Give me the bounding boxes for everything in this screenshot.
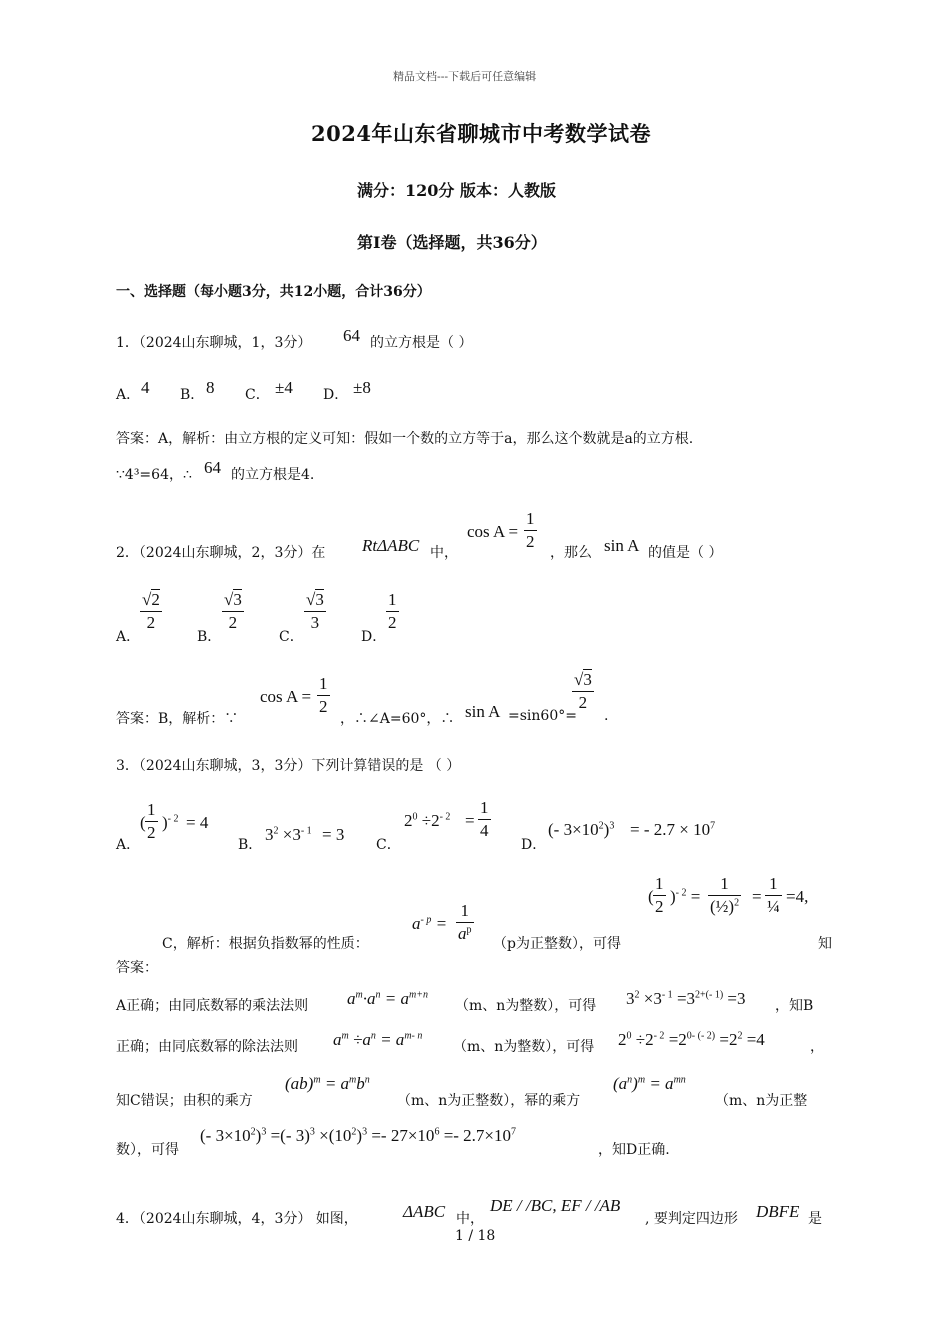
q1-label-c: C． — [245, 387, 270, 403]
q3-line-b-calc: $2^0 \div 2^{- 2} =2^{0- (- 2)} =2^2 =4$ — [618, 1030, 765, 1049]
q1-label-a: A． — [116, 387, 141, 403]
q3-a-num: 1 — [147, 800, 156, 819]
q1-option-b: 8 — [206, 378, 215, 397]
exam-title: 2024年山东省聊城市中考数学试卷 — [311, 121, 651, 146]
q3-calc-frac2 — [708, 874, 741, 917]
q1-suffix: 的立方根是（ ） — [370, 335, 473, 351]
q4-condition: DE / /BC, EF / /AB — [490, 1196, 621, 1215]
q2-answer-c: =sin60°= — [508, 708, 577, 724]
q3-answer-c2: （p为正整数），可得 — [493, 936, 621, 952]
q1-answer-line2a: ∵4³=64，∴ — [116, 467, 192, 483]
q3-calc-half-den: 2 — [655, 897, 664, 916]
q2-d-num: 1 — [388, 590, 397, 609]
q3-answer-c: C，解析：根据负指数幂的性质： — [162, 936, 369, 952]
q1-answer-line1: 答案：A，解析：由立方根的定义可知：假如一个数的立方等于a，那么这个数就是a的立方根. — [116, 431, 694, 447]
q3-calc-eq: = — [752, 887, 762, 906]
q3-label-d: D． — [521, 837, 547, 853]
q3-neg-exp-den: $a^p$ — [458, 924, 472, 943]
q3-div-rule: $a^m \div a^n = a^{m- n}$ — [333, 1030, 423, 1049]
q3-a-paren: ( — [140, 813, 146, 832]
q2-answer-sqrt-num: 3 — [583, 670, 592, 689]
q2-suffix: 的值是（ ） — [648, 545, 723, 561]
q3-line-a1: A正确；由同底数幂的乘法法则 — [116, 998, 309, 1014]
q2-option-b — [222, 590, 244, 633]
q3-b-result: = 3 — [322, 825, 345, 844]
q1-option-c: ±4 — [275, 378, 293, 397]
q3-c-expr: $2^0 \div 2^{- 2}$ — [404, 811, 451, 830]
q2-answer-sqrt3-over-2 — [572, 670, 594, 713]
q2-answer-half — [317, 674, 330, 717]
q4-quad: DBFE — [756, 1202, 800, 1221]
q3-a-expr: )$^{- 2}$ — [162, 813, 179, 832]
q4-mid2: , 要判定四边形 — [645, 1211, 738, 1227]
q3-line-a2: （m、n为整数），可得 — [455, 998, 597, 1014]
q3-neg-exp-fraction — [456, 901, 474, 944]
q3-calc-exp: )$^{- 2}$ = — [670, 887, 701, 906]
q1-answer-line2c: 的立方根是4. — [231, 467, 315, 483]
exam-subtitle: 满分：120分 版本：人教版 — [357, 181, 556, 200]
q2-answer-half-den: 2 — [319, 697, 328, 716]
q3-line-d-calc: (- $3\times 10^2)^3$ =(- $3)^3 \times(10^2)^3 =- 27\times 10^6 =- 2.7\times 10^7$ — [200, 1126, 517, 1145]
q3-line-c2: （m、n为正整数），幂的乘方 — [397, 1093, 581, 1109]
q3-d-result-text: = - 2.7 × 10 — [630, 820, 711, 839]
q2-a-num: 2 — [151, 590, 160, 609]
q3-label-b: B． — [238, 837, 263, 853]
q2-half-den: 2 — [526, 532, 535, 551]
q3-line-b2: （m、n为整数），可得 — [453, 1039, 595, 1055]
q2-answer-cos: cos A = — [260, 687, 312, 706]
q3-line-a3: ，知B — [775, 998, 814, 1014]
q2-half-fraction — [524, 509, 537, 552]
q3-neg-exp-num: 1 — [460, 901, 469, 920]
q3-c-den: 4 — [480, 821, 489, 840]
q1-answer-expr: 64 — [204, 458, 221, 477]
q2-option-d — [386, 590, 399, 633]
page-number: 1 / 18 — [455, 1228, 496, 1244]
q1-option-a: 4 — [141, 378, 150, 397]
q2-d-den: 2 — [388, 613, 397, 632]
q3-calc-half-num: 1 — [655, 874, 664, 893]
q2-label-d: D． — [361, 629, 387, 645]
q2-answer-end: . — [604, 708, 609, 724]
q2-b-den: 2 — [222, 611, 244, 633]
q1-option-d: ±8 — [353, 378, 371, 397]
q2-answer-sqrt-den: 2 — [572, 691, 594, 713]
q3-d-expr: (- $3\times 10^2)^3$ — [548, 820, 615, 839]
q3-c-eq: = — [465, 811, 475, 830]
q3-mult-rule: $a^m\cdot a^n = a^{m+n}$ — [347, 989, 428, 1008]
sqrt-symbol-icon: √ — [306, 590, 316, 609]
q2-answer-b: ，∴∠A=60°，∴ — [340, 711, 455, 727]
q2-answer-sin: sin A — [465, 702, 501, 721]
q3-d-result: = - $2.7 \times 10^7$ — [630, 820, 716, 839]
q3-calc-frac3 — [765, 874, 782, 917]
q4-triangle: ΔABC — [403, 1202, 446, 1221]
q3-label-a: A． — [116, 837, 141, 853]
q3-line-a-calc: $3^2 \times 3^{- 1} =3^{2+(- 1)} =3$ — [626, 989, 746, 1008]
q2-a-den: 2 — [140, 611, 162, 633]
q3-a-den: 2 — [147, 823, 156, 842]
q3-answer-word: 答案： — [116, 960, 158, 976]
q3-prefix: 3．（2024山东聊城，3，3分）下列计算错误的是 （ ） — [116, 758, 461, 774]
q2-c-num: 3 — [315, 590, 324, 609]
q1-expr: 64 — [343, 326, 360, 345]
q4-mid: 中， — [456, 1211, 484, 1227]
q3-calc-result: =4, — [786, 887, 809, 906]
q2-answer-half-num: 1 — [319, 674, 328, 693]
q3-a-minus-p: $a^{- p}$ = — [412, 914, 448, 933]
q3-power-rule: $(a^n)^m = a^{mn}$ — [613, 1074, 686, 1093]
q3-line-d1: 数），可得 — [116, 1142, 179, 1158]
q2-then: ，那么 — [550, 545, 592, 561]
q3-calc-half — [653, 874, 666, 917]
q2-label-b: B． — [197, 629, 222, 645]
q2-triangle: RtΔABC — [362, 536, 420, 555]
q3-calc-frac3-num: 1 — [769, 874, 778, 893]
q2-mid: 中， — [430, 545, 458, 561]
q4-prefix: 4．（2024山东聊城，4，3分） 如图， — [116, 1211, 358, 1227]
q3-line-d2: ，知D正确. — [598, 1142, 670, 1158]
q2-label-a: A． — [116, 629, 141, 645]
q4-suffix: 是 — [808, 1211, 822, 1227]
sqrt-symbol-icon: √ — [142, 590, 152, 609]
q3-answer-know: 知 — [818, 936, 832, 952]
q2-option-a — [140, 590, 162, 633]
q3-b-expr: $3^2 \times 3^{- 1}$ — [265, 825, 312, 844]
q1-label-d: D． — [323, 387, 349, 403]
q3-a-result: = 4 — [186, 813, 209, 832]
sqrt-symbol-icon: √ — [574, 670, 584, 689]
q3-calc-frac3-den: ¼ — [767, 897, 780, 916]
q3-calc-frac2-num: 1 — [720, 874, 729, 893]
q1-label-b: B． — [180, 387, 205, 403]
q3-c-quarter — [478, 798, 491, 841]
sqrt-symbol-icon: √ — [224, 590, 234, 609]
q3-line-c1: 知C错误；由积的乘方 — [116, 1093, 253, 1109]
q2-b-num: 3 — [233, 590, 242, 609]
q3-line-b3: ， — [810, 1039, 824, 1055]
q3-calc-frac2-den: (½)$^2$ — [710, 897, 740, 916]
q3-line-b1: 正确；由同底数幂的除法法则 — [116, 1039, 298, 1055]
q2-cos: cos A = — [467, 522, 519, 541]
page-header: 精品文档---下载后可任意编辑 — [393, 70, 537, 83]
q2-sin: sin A — [604, 536, 640, 555]
q1-prefix: 1．（2024山东聊城，1，3分） — [116, 335, 312, 351]
q3-a-half — [145, 800, 158, 843]
q2-label-c: C． — [279, 629, 304, 645]
q3-c-num: 1 — [480, 798, 489, 817]
q3-calc-paren: ( — [648, 887, 654, 906]
q2-prefix: 2．（2024山东聊城，2，3分）在 — [116, 545, 326, 561]
q2-half-num: 1 — [526, 509, 535, 528]
q2-option-c — [304, 590, 326, 633]
q2-answer-a: 答案：B，解析：∵ — [116, 711, 239, 727]
volume-title: 第I卷（选择题，共36分） — [357, 233, 547, 252]
section-heading: 一、选择题（每小题3分，共12小题，合计36分） — [116, 284, 431, 300]
q3-label-c: C． — [376, 837, 401, 853]
q3-line-c3: （m、n为正整 — [715, 1093, 808, 1109]
q3-product-rule: $(ab)^m = a^mb^n$ — [285, 1074, 370, 1093]
q2-c-den: 3 — [304, 611, 326, 633]
